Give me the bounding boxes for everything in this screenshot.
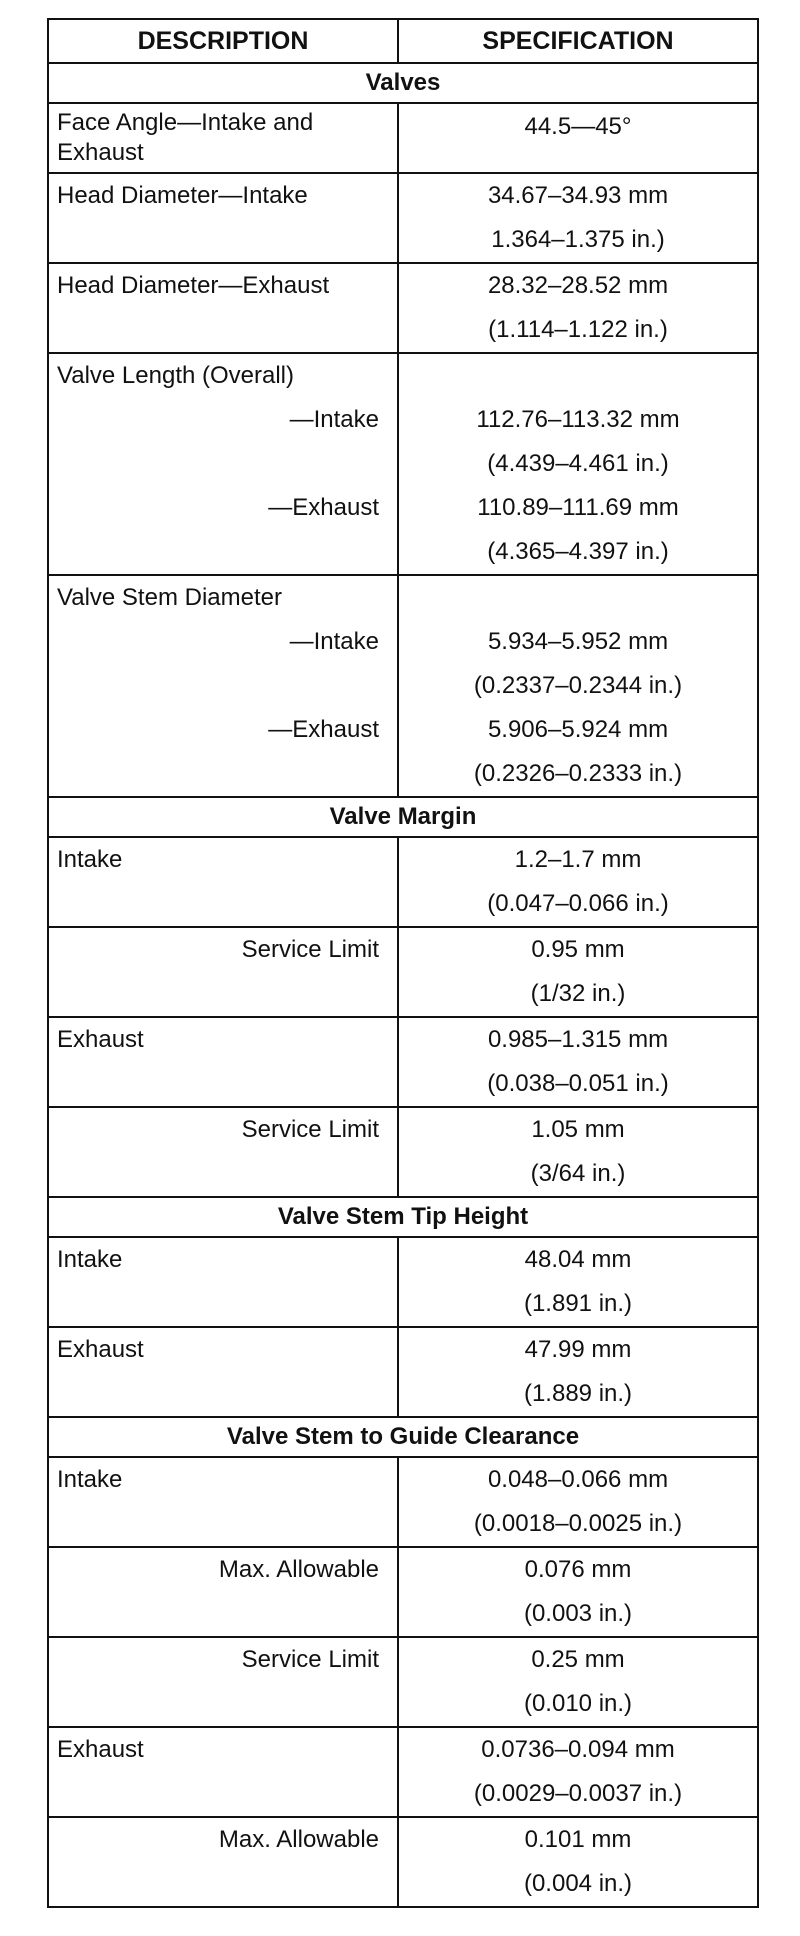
section-header: [49, 62, 757, 102]
row-description: [49, 1458, 399, 1546]
specification-line: (4.365–4.397 in.): [487, 538, 669, 565]
table-row: [49, 1016, 757, 1106]
row-description: [49, 838, 399, 926]
table-row: [49, 1456, 757, 1546]
description-line: Intake: [57, 846, 123, 873]
description-line: Max. Allowable: [218, 1556, 379, 1583]
section-title: Valve Margin: [329, 803, 477, 830]
specification-line: 0.95 mm: [531, 936, 625, 963]
spec-table: [47, 18, 759, 1908]
row-specification: [399, 264, 757, 352]
description-line: [57, 530, 379, 574]
specification-line: (0.2337–0.2344 in.): [473, 672, 683, 699]
row-specification: [399, 620, 757, 708]
specification-line: [405, 354, 751, 398]
row-description: [49, 1328, 399, 1416]
row-description: [49, 264, 399, 352]
description-line: [57, 882, 389, 926]
row-description: [49, 354, 399, 398]
table-row: [49, 398, 757, 486]
specification-line: 110.89–111.69 mm: [477, 494, 679, 521]
row-specification: [399, 1108, 757, 1196]
specification-line: (0.0029–0.0037 in.): [473, 1780, 683, 1807]
specification-line: 48.04 mm: [524, 1246, 632, 1273]
table-row: [49, 836, 757, 926]
description-line: —Intake: [289, 628, 379, 655]
description-line: Intake: [57, 1246, 123, 1273]
row-specification: [399, 486, 757, 574]
row-description: [49, 398, 399, 486]
row-specification: [399, 1638, 757, 1726]
header-description: DESCRIPTION: [49, 20, 399, 62]
section-title: Valves: [365, 69, 441, 96]
specification-line: 1.364–1.375 in.): [491, 226, 665, 253]
row-specification: [399, 398, 757, 486]
row-specification: [399, 1548, 757, 1636]
description-line: [57, 752, 379, 796]
description-line: Exhaust: [57, 139, 144, 166]
table-row: [49, 1236, 757, 1326]
row-description: [49, 620, 399, 708]
row-description: [49, 486, 399, 574]
specification-line: 5.906–5.924 mm: [487, 716, 669, 743]
table-row: [49, 1106, 757, 1196]
row-specification: [399, 928, 757, 1016]
row-specification: [399, 708, 757, 796]
description-line: [57, 1282, 389, 1326]
description-line: Head Diameter—Intake: [57, 182, 308, 209]
row-description: [49, 1638, 399, 1726]
description-line: Service Limit: [241, 936, 379, 963]
section-title: Valve Stem Tip Height: [277, 1203, 529, 1230]
specification-line: (0.010 in.): [523, 1690, 633, 1717]
description-line: Exhaust: [57, 1736, 144, 1763]
header-row: [49, 20, 757, 62]
row-specification: [399, 1328, 757, 1416]
row-description: [49, 1818, 399, 1906]
description-line: [57, 1502, 389, 1546]
specification-line: (0.0018–0.0025 in.): [473, 1510, 683, 1537]
description-line: Exhaust: [57, 1336, 144, 1363]
specification-line: 0.0736–0.094 mm: [481, 1736, 675, 1763]
description-line: Valve Length (Overall): [57, 362, 294, 389]
specification-line: 1.05 mm: [531, 1116, 625, 1143]
table-row: [49, 926, 757, 1016]
specification-line: 0.076 mm: [524, 1556, 632, 1583]
description-line: [57, 1152, 379, 1196]
specification-line: 44.5—45°: [524, 113, 632, 140]
table-row: [49, 172, 757, 262]
table-row: [49, 262, 757, 352]
table-row: [49, 352, 757, 398]
description-line: [57, 1772, 389, 1816]
description-line: —Exhaust: [268, 716, 379, 743]
specification-line: (0.004 in.): [523, 1870, 633, 1897]
row-specification: [399, 576, 757, 620]
table-row: [49, 1816, 757, 1906]
description-line: Valve Stem Diameter: [57, 584, 282, 611]
specification-line: 0.985–1.315 mm: [487, 1026, 669, 1053]
row-specification: [399, 1818, 757, 1906]
specification-line: (1.891 in.): [523, 1290, 633, 1317]
description-line: —Intake: [289, 406, 379, 433]
section-header: [49, 796, 757, 836]
row-specification: [399, 1728, 757, 1816]
row-description: [49, 1108, 399, 1196]
row-description: [49, 576, 399, 620]
specification-line: [405, 576, 751, 620]
specification-line: (0.003 in.): [523, 1600, 633, 1627]
description-line: Service Limit: [241, 1646, 379, 1673]
table-row: [49, 1636, 757, 1726]
section-header: [49, 1416, 757, 1456]
row-description: [49, 104, 399, 172]
table-row: [49, 708, 757, 796]
description-line: —Exhaust: [268, 494, 379, 521]
specification-line: 5.934–5.952 mm: [487, 628, 669, 655]
row-description: [49, 1238, 399, 1326]
specification-line: 0.101 mm: [524, 1826, 632, 1853]
table-body: [49, 62, 757, 1906]
row-description: [49, 1728, 399, 1816]
specification-line: (1.889 in.): [523, 1380, 633, 1407]
specification-line: (4.439–4.461 in.): [487, 450, 669, 477]
specification-line: 112.76–113.32 mm: [476, 406, 680, 433]
row-description: [49, 928, 399, 1016]
specification-line: (0.038–0.051 in.): [487, 1070, 669, 1097]
description-line: Face Angle—Intake and: [57, 109, 314, 136]
table-row: [49, 102, 757, 172]
specification-line: 0.25 mm: [531, 1646, 625, 1673]
row-description: [49, 1548, 399, 1636]
specification-line: (1/32 in.): [530, 980, 626, 1007]
description-line: Service Limit: [241, 1116, 379, 1143]
row-specification: [399, 354, 757, 398]
description-line: Head Diameter—Exhaust: [57, 272, 330, 299]
specification-line: (0.2326–0.2333 in.): [473, 760, 683, 787]
specification-line: 28.32–28.52 mm: [487, 272, 669, 299]
description-line: [57, 1062, 389, 1106]
description-line: [57, 1862, 379, 1906]
table-row: [49, 1546, 757, 1636]
specification-line: (0.047–0.066 in.): [487, 890, 669, 917]
specification-line: 0.048–0.066 mm: [487, 1466, 669, 1493]
description-line: Max. Allowable: [218, 1826, 379, 1853]
description-line: [57, 972, 379, 1016]
table-row: [49, 574, 757, 620]
table-row: [49, 1326, 757, 1416]
description-line: [57, 442, 379, 486]
row-specification: [399, 104, 757, 172]
table-row: [49, 1726, 757, 1816]
specification-line: 34.67–34.93 mm: [487, 182, 669, 209]
specification-line: (3/64 in.): [530, 1160, 626, 1187]
specification-line: 1.2–1.7 mm: [514, 846, 642, 873]
row-specification: [399, 1018, 757, 1106]
table-row: [49, 486, 757, 574]
specification-line: (1.114–1.122 in.): [488, 316, 668, 343]
row-description: [49, 174, 399, 262]
description-line: [57, 1592, 379, 1636]
table-row: [49, 620, 757, 708]
row-specification: [399, 174, 757, 262]
specification-line: 47.99 mm: [524, 1336, 632, 1363]
header-specification: SPECIFICATION: [482, 27, 674, 55]
section-header: [49, 1196, 757, 1236]
row-specification: [399, 1238, 757, 1326]
section-title: Valve Stem to Guide Clearance: [226, 1423, 580, 1450]
row-specification: [399, 1458, 757, 1546]
row-description: [49, 1018, 399, 1106]
row-specification: [399, 838, 757, 926]
description-line: Exhaust: [57, 1026, 144, 1053]
description-line: Intake: [57, 1466, 123, 1493]
description-line: [57, 664, 379, 708]
description-line: [57, 1682, 379, 1726]
row-description: [49, 708, 399, 796]
description-line: [57, 1372, 389, 1416]
